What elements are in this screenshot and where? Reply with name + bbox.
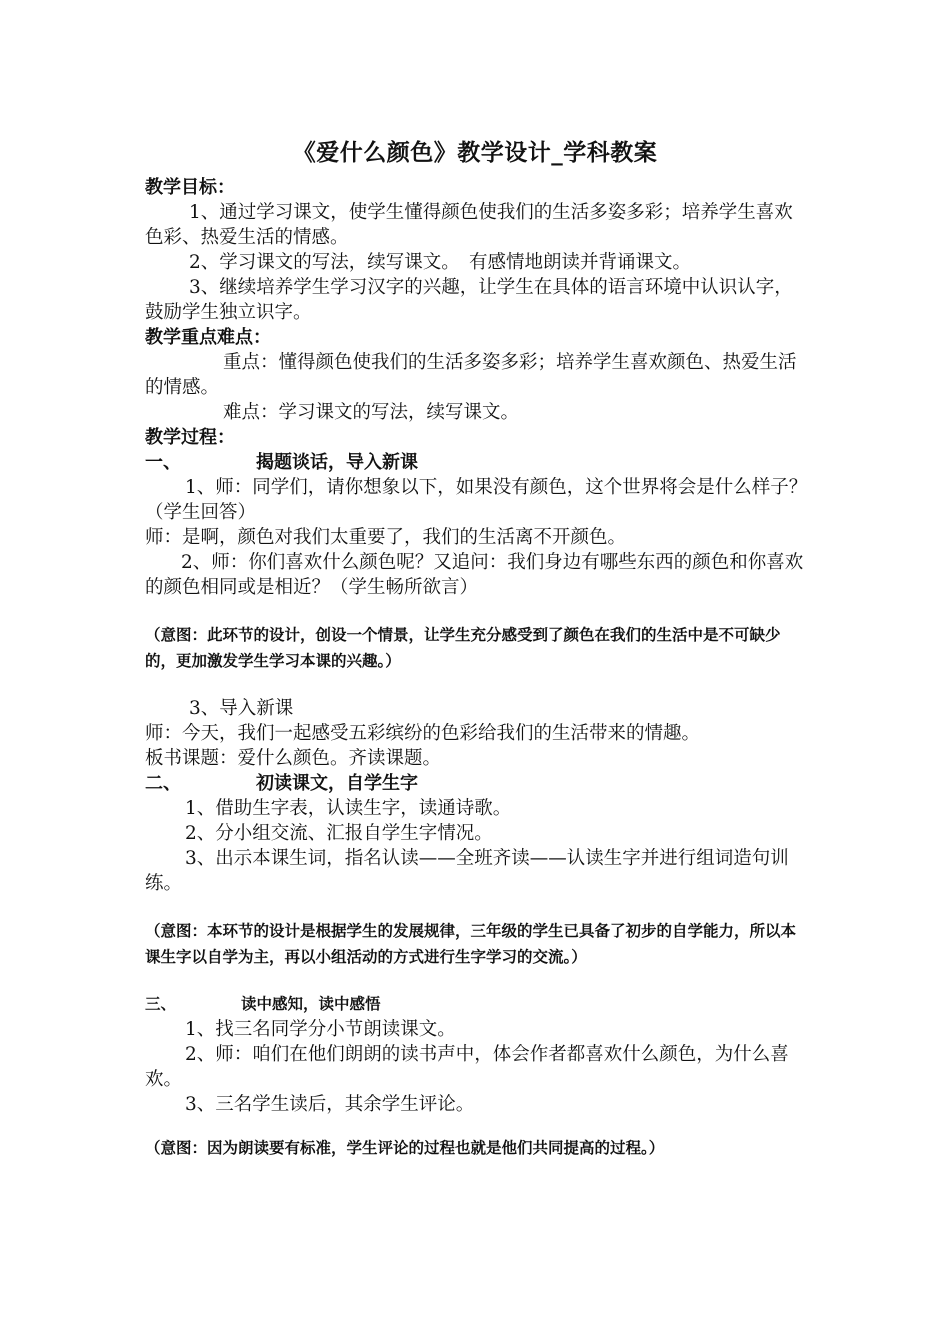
process-line: 2、分小组交流、汇报自学生字情况。 bbox=[185, 823, 493, 844]
process-line: 1、师：同学们，请你想象以下，如果没有颜色，这个世界将会是什么样子？（学生回答） bbox=[145, 477, 808, 523]
section-heading bbox=[145, 771, 810, 796]
process-line: 1、借助生字表，认读生字，读通诗歌。 bbox=[185, 798, 512, 819]
key-point-difficulty: 难点：学习课文的写法，续写课文。 bbox=[223, 402, 520, 423]
section-number: 三、 bbox=[145, 995, 177, 1013]
section-heading bbox=[145, 992, 810, 1017]
document-body bbox=[145, 175, 810, 1161]
process-line: 3、三名学生读后，其余学生评论。 bbox=[185, 1094, 475, 1115]
intent-note: （意图：此环节的设计，创设一个情景，让学生充分感受到了颜色在我们的生活中是不可缺少的，更加激发学生学习本课的兴趣。） bbox=[145, 626, 781, 670]
document-title: 《爱什么颜色》教学设计_学科教案 bbox=[292, 140, 658, 166]
process-line: 师：今天，我们一起感受五彩缤纷的色彩给我们的生活带来的情趣。 bbox=[145, 723, 701, 744]
objective-item: 3、继续培养学生学习汉字的兴趣，让学生在具体的语言环境中认识认字，鼓励学生独立识字。 bbox=[145, 277, 793, 323]
process-line: 师：是啊，颜色对我们太重要了，我们的生活离不开颜色。 bbox=[145, 527, 627, 548]
process-heading: 教学过程： bbox=[145, 427, 235, 448]
process-line: 3、出示本课生词，指名认读——全班齐读——认读生字并进行组词造句训练。 bbox=[145, 848, 789, 894]
section-title: 揭题谈话，导入新课 bbox=[256, 452, 418, 473]
section-title: 读中感知，读中感悟 bbox=[241, 995, 381, 1013]
objectives-heading: 教学目标： bbox=[145, 177, 235, 198]
process-line: 1、找三名同学分小节朗读课文。 bbox=[185, 1019, 456, 1040]
section-heading bbox=[145, 450, 810, 475]
key-point-focus: 重点：懂得颜色使我们的生活多姿多彩；培养学生喜欢颜色、热爱生活的情感。 bbox=[145, 352, 797, 398]
process-line: 3、导入新课 bbox=[189, 698, 294, 719]
section-number: 二、 bbox=[145, 773, 181, 794]
section-title: 初读课文，自学生字 bbox=[256, 773, 418, 794]
section-number: 一、 bbox=[145, 452, 181, 473]
intent-note: （意图：本环节的设计是根据学生的发展规律，三年级的学生已具备了初步的自学能力，所以本课生字以自学为主，再以小组活动的方式进行生字学习的交流。） bbox=[145, 922, 797, 966]
key-points-heading: 教学重点难点： bbox=[145, 327, 271, 348]
intent-note: （意图：因为朗读要有标准，学生评论的过程也就是他们共同提高的过程。） bbox=[145, 1139, 665, 1157]
process-line: 2、师：咱们在他们朗朗的读书声中，体会作者都喜欢什么颜色，为什么喜欢。 bbox=[145, 1044, 789, 1090]
process-line: 板书课题：爱什么颜色。齐读课题。 bbox=[145, 748, 442, 769]
objective-item: 1、通过学习课文，使学生懂得颜色使我们的生活多姿多彩；培养学生喜欢色彩、热爱生活的情感。 bbox=[145, 202, 793, 248]
objective-item: 2、学习课文的写法，续写课文。 有感情地朗读并背诵课文。 bbox=[189, 252, 692, 273]
process-line: 2、师：你们喜欢什么颜色呢？又追问：我们身边有哪些东西的颜色和你喜欢的颜色相同或是相近？（学生畅所欲言） bbox=[145, 552, 804, 598]
